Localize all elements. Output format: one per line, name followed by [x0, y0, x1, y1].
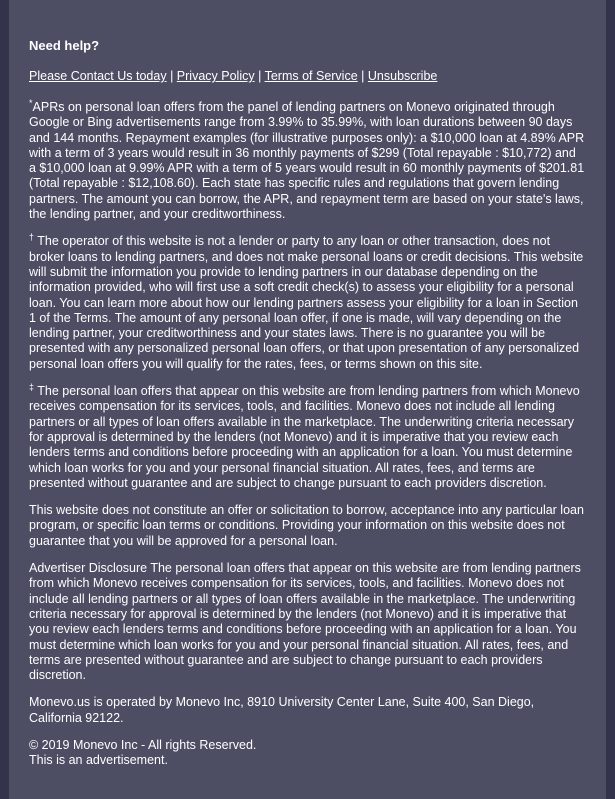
help-heading: Need help? — [29, 38, 100, 53]
link-separator: | — [258, 69, 262, 83]
link-separator: | — [170, 69, 174, 83]
footer-legal-block — [29, 738, 586, 769]
operator-disclaimer-paragraph — [29, 234, 586, 372]
paragraph-text: The operator of this website is not a lender or party to any loan or other transaction, does not broker loans to lending partners, and does not make personal loans or credit decisions. This website will submit the information you provide to lending partners in our database depending on the information provided, who will first use a soft credit check(s) to assess your eligibility for a personal loan. You can learn more about how our lending partners assess your eligibility for a loan in Section 1 of the Terms. The amount of any personal loan offer, if one is made, will vary depending on the lending partner, your creditworthiness and your states laws. There is no guarantee you will be presented with any personalized personal loan offers, or that upon presentation of any personalized personal loan offers you will qualify for the rates, fees, or terms shown on this site. — [29, 234, 584, 371]
privacy-policy-link[interactable]: Privacy Policy — [176, 69, 255, 83]
disclaimer-panel — [9, 0, 606, 799]
advertiser-disclosure-paragraph — [29, 561, 586, 683]
paragraph-text: The personal loan offers that appear on this website are from lending partners from which Monevo receives compensation for its services, tools, and facilities. Monevo does not include all lending partners or all types of loan offers available in the marketplace. The underwriting criteria necessary for approval is determined by the lenders (not Monevo) and it is imperative that you review each lenders terms and conditions before proceeding with an application for a loan. You must determine which loan works for you and your personal financial situation. All rates, fees, and terms are presented without guarantee and are subject to change pursuant to each providers discretion. — [29, 384, 580, 490]
terms-of-service-link[interactable]: Terms of Service — [264, 69, 358, 83]
company-address: Monevo.us is operated by Monevo Inc, 8910 University Center Lane, Suite 400, San Diego, California 92122. — [29, 695, 535, 725]
paragraph-text: APRs on personal loan offers from the panel of lending partners on Monevo originated through Google or Bing advertisements range from 3.99% to 35.99%, with loan durations between 90 days and 144 months. Repayment examples (for illustrative purposes only): a $10,000 loan at 4.89% APR with a term of 3 years would result in 36 monthly payments of $299 (Total repayable : $10,772) and a $10,000 loan at 9.99% APR with a term of 5 years would result in 60 monthly payments of $201.81 (Total repayable : $12,108.60). Each state has specific rules and regulations that govern lending partners. The amount you can borrow, the APR, and repayment term are based on your state's laws, the lending partner, and your creditworthiness. — [29, 100, 585, 222]
paragraph-text: This website does not constitute an offer or solicitation to borrow, acceptance into any particular loan program, or specific loan terms or conditions. Providing your information on this website does not guarantee that you will be approved for a personal loan. — [29, 503, 584, 548]
paragraph-text: Advertiser Disclosure The personal loan offers that appear on this website are from lending partners from which Monevo receives compensation for its services, tools, and facilities. Monevo does not include all lending partners or all types of loan offers available in the marketplace. The underwriting criteria necessary for approval is determined by the lenders (not Monevo) and it is imperative that you review each lenders terms and conditions before proceeding with an application for a loan. You must determine which loan works for you and your personal financial situation. All rates, fees, and terms are presented without guarantee and are subject to change pursuant to each providers discretion. — [29, 561, 581, 683]
link-separator: | — [361, 69, 365, 83]
footnote-marker-dagger: † — [29, 232, 35, 243]
footnote-marker-double-dagger: ‡ — [29, 381, 35, 392]
no-offer-disclaimer-paragraph — [29, 503, 586, 549]
footnote-marker-asterisk: * — [29, 97, 33, 108]
advertisement-text: This is an advertisement. — [29, 753, 168, 768]
copyright-text: © 2019 Monevo Inc - All rights Reserved. — [29, 737, 257, 752]
offers-disclaimer-paragraph — [29, 381, 586, 491]
apr-disclaimer-paragraph — [29, 97, 586, 222]
footer-links-row — [29, 69, 586, 83]
unsubscribe-link[interactable]: Unsubscribe — [367, 69, 438, 83]
contact-us-link[interactable]: Please Contact Us today — [29, 69, 167, 83]
